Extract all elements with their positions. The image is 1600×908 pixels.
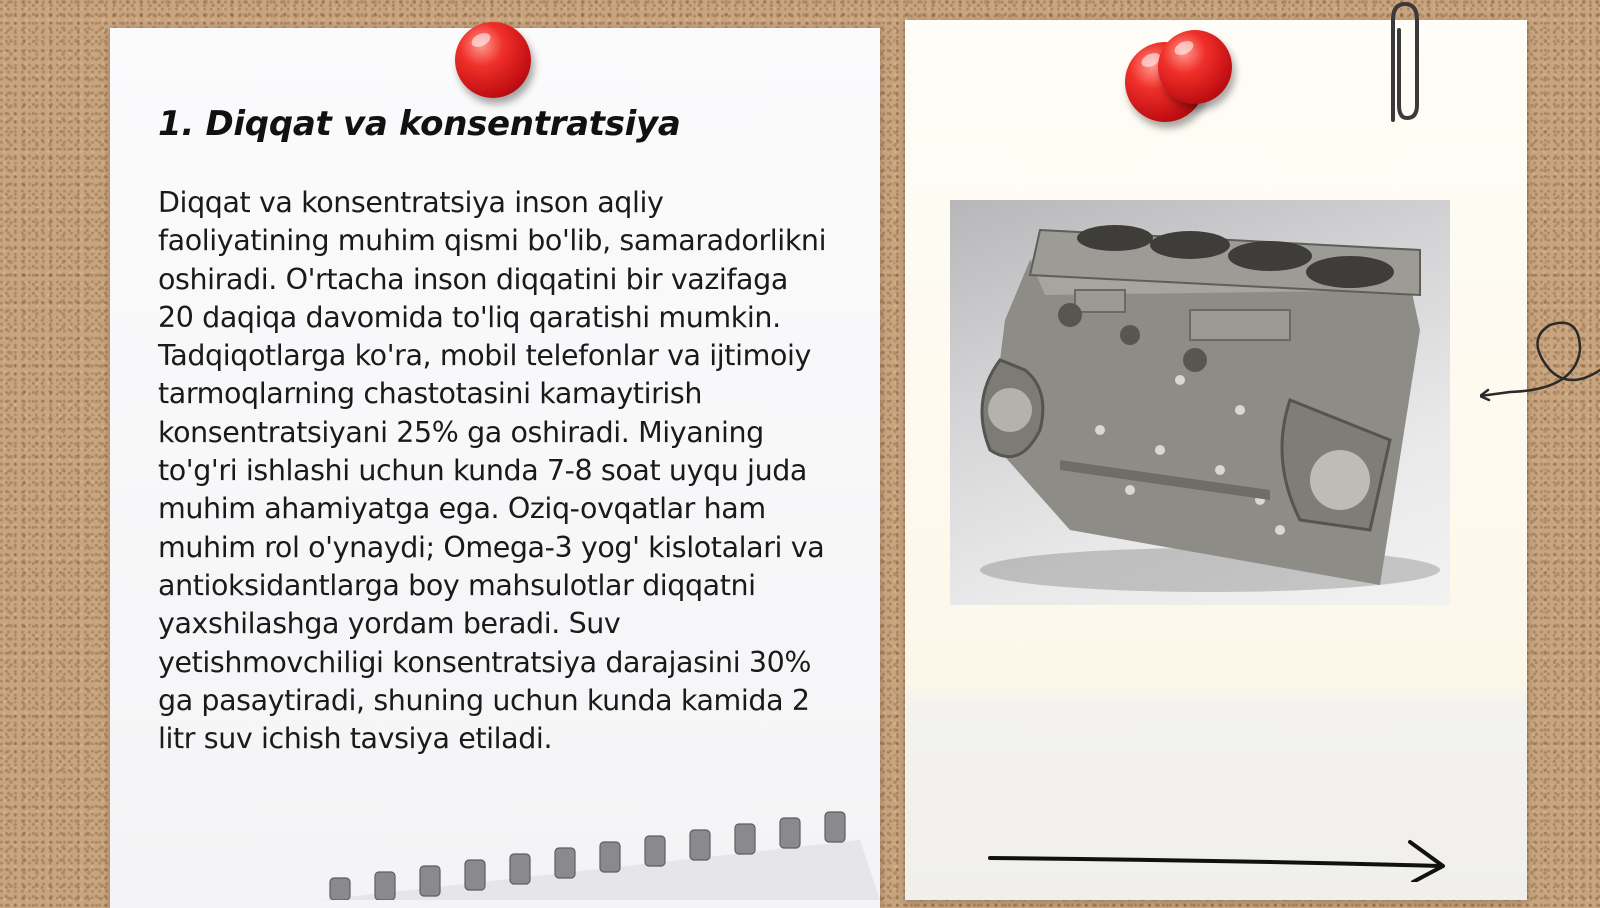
spiral-binding-icon	[300, 800, 880, 900]
slide-title: 1. Diqqat va konsentratsiya	[158, 104, 681, 144]
engine-block-photo	[950, 200, 1450, 605]
paperclip-icon	[1375, 0, 1425, 130]
pushpin-icon	[455, 22, 531, 98]
pushpin-icon	[1158, 30, 1232, 104]
arrow-icon	[985, 832, 1455, 882]
loop-doodle-icon	[1480, 310, 1600, 410]
slide-body-text: Diqqat va konsentratsiya inson aqliy faoliyatining muhim qismi bo'lib, samaradorlikni oshiradi. O'rtacha inson diqqatini bir vazifaga 20 daqiqa davomida to'liq qaratishi mumkin. Tadqiqotlarga ko'ra, mobil telefonlar va ijtimoiy tarmoqlarning chastotasini kamaytirish konsentratsiyani 25% ga oshiradi. Miyaning to'g'ri ishlashi uchun kunda 7-8 soat uyqu juda muhim ahamiyatga ega. Oziq-ovqatlar ham muhim rol o'ynaydi; Omega-3 yog' kislotalari va antioksidantlarga boy mahsulotlar diqqatni yaxshilashga yordam beradi. Suv yetishmovchiligi konsentratsiya darajasini 30% ga pasaytiradi, shuning uchun kunda kamida 2 litr suv ichish tavsiya etiladi.	[158, 186, 827, 756]
